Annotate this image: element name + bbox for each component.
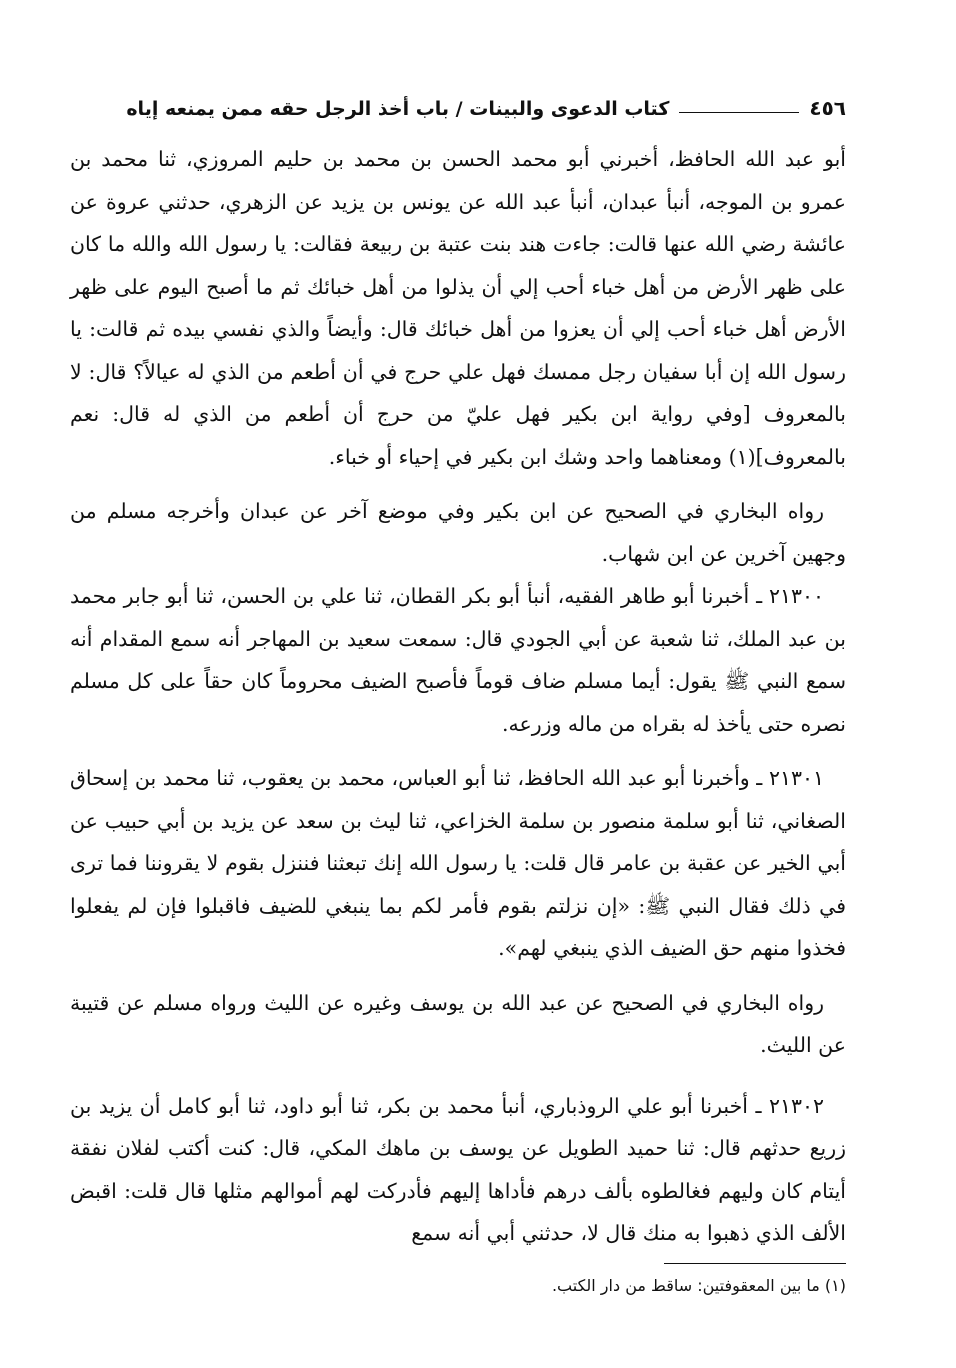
- paragraph-hadith-21302: ٢١٣٠٢ ـ أخبرنا أبو علي الروذباري، أنبأ محمد بن بكر، ثنا أبو داود، ثنا أبو كامل أن يزيد بن زريع حدثهم قال: ثنا حميد الطويل عن يوسف بن ماهك المكي، قال: كنت أكتب لفلان نفقة أيتام كان وليهم فغالطوه بألف درهم فأداها إليهم فأدركت لهم أموالهم مثلها قال قلت: اقبض الألف الذي ذهبوا به منك قال لا، حدثني أبي أنه سمع: [70, 1093, 846, 1245]
- paragraph-takhrij-1: رواه البخاري في الصحيح عن ابن بكير وفي موضع آخر عن عبدان وأخرجه مسلم من وجهين آخرين عن ابن شهاب.: [70, 499, 846, 566]
- paragraph-hadith-21301: ٢١٣٠١ ـ وأخبرنا أبو عبد الله الحافظ، ثنا أبو العباس، محمد بن يعقوب، ثنا محمد بن إسحاق الصغاني، ثنا أبو سلمة منصور بن سلمة الخزاعي، ثنا ليث بن سعد عن يزيد بن أبي حبيب عن أبي الخير عن عقبة بن عامر قال قلت: يا رسول الله إنك تبعثنا فننزل بقوم لا يقروننا فما ترى في ذلك فقال النبي ﷺ: «إن نزلتم بقوم فأمر لكم بما ينبغي للضيف فاقبلوا فإن لم يفعلوا فخذوا منهم حق الضيف الذي ينبغي لهم».: [70, 766, 846, 960]
- paragraph-takhrij-2: رواه البخاري في الصحيح عن عبد الله بن يوسف وغيره عن الليث ورواه مسلم عن قتيبة عن الليث.: [70, 990, 846, 1057]
- page-number: ٤٥٦: [809, 96, 846, 120]
- running-header: [70, 86, 846, 120]
- paragraph-hadith-21300: ٢١٣٠٠ ـ أخبرنا أبو طاهر الفقيه، أنبأ أبو بكر القطان، ثنا علي بن الحسن، ثنا أبو جابر محمد بن عبد الملك، ثنا شعبة عن أبي الجودي قال: سمعت سعيد بن المهاجر أنه سمع المقدام أنه سمع النبي ﷺ يقول: أيما مسلم ضاف قوماً فأصبح الضيف محروماً كان حقاً على كل مسلم نصره حتى يأخذ له بقراه من ماله وزرعه.: [70, 584, 846, 736]
- footnote-rule: [664, 1263, 846, 1264]
- page: [70, 86, 846, 1336]
- footnote: (١) ما بين المعقوفتين: ساقط من دار الكتب.: [551, 1276, 846, 1295]
- running-title: كتاب الدعوى والبينات / باب أخذ الرجل حقه ممن يمنعه إياه: [126, 98, 670, 120]
- main-text: [70, 138, 846, 1255]
- paragraph-hadith-hind: أبو عبد الله الحافظ، أخبرني أبو محمد الحسن بن محمد بن حليم المروزي، ثنا محمد بن عمرو بن الموجه، أنبأ عبدان، أنبأ عبد الله عن يونس بن يزيد عن الزهري، حدثني عروة عن عائشة رضي الله عنها قالت: جاءت هند بنت عتبة بن ربيعة فقالت: يا رسول الله والله ما كان على ظهر الأرض من أهل خباء أحب إلي أن يذلوا من أهل خبائك ثم ما أصبح اليوم على ظهر الأرض أهل خباء أحب إلي أن يعزوا من أهل خبائك قال: وأيضاً والذي نفسي بيده ثم قالت: يا رسول الله إن أبا سفيان رجل ممسك فهل علي حرج في أن أطعم من الذي له عيالاً؟ قال: لا بالمعروف [وفي رواية ابن بكير فهل عليّ من حرج أن أطعم من الذي له قال: نعم بالمعروف](١) ومعناهما واحد وشك ابن بكير في إحياء أو خباء.: [70, 147, 846, 469]
- header-rule: [679, 112, 799, 113]
